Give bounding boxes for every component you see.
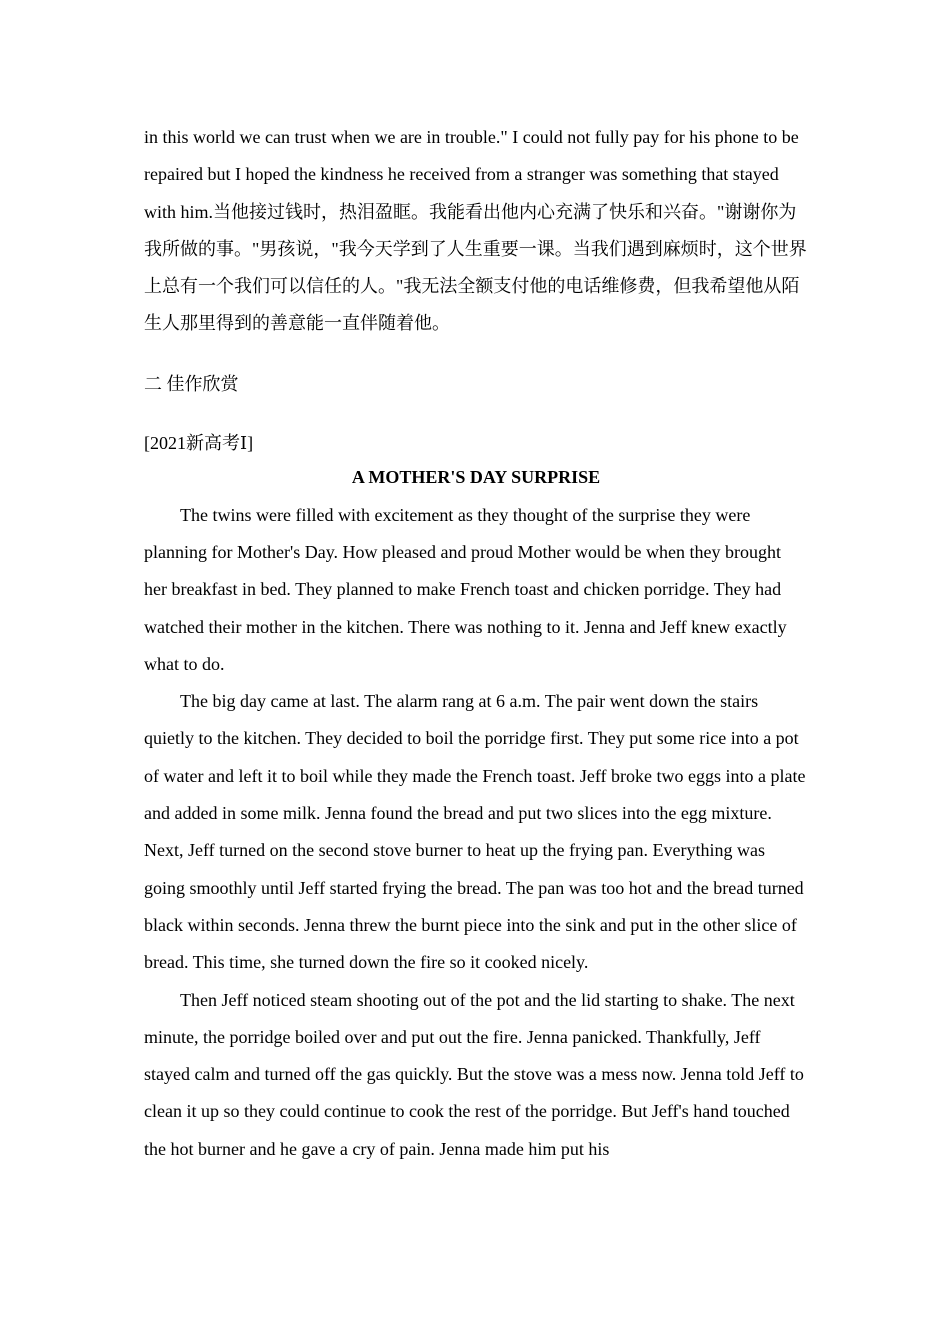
section-heading: 二 佳作欣赏 — [144, 373, 239, 394]
story-title: A MOTHER'S DAY SURPRISE — [351, 467, 601, 488]
story-paragraph-3: Then Jeff noticed steam shooting out of the pot and the lid starting to shake. The next minute, the porridge boiled over and put out the fire. Jenna panicked. Thankfully, Jeff stayed calm and turned off the gas quickly. But the stove was a mess now. Jenna told Jeff to clean it up so they could continue to cook the rest of the porridge. But Jeff's hand touched the hot burner and he gave a cry of pain. Jenna made him put his — [144, 989, 804, 1159]
source-tag: [2021新高考Ⅰ] — [144, 433, 254, 454]
story-paragraph-2: The big day came at last. The alarm rang at 6 a.m. The pair went down the stairs quietly to the kitchen. They decided to boil the porridge first. They put some rice into a pot of water and left it to boil while they made the French toast. Jeff broke two eggs into a plate and added in some milk. Jenna found the bread and put two slices into the egg mixture. Next, Jeff turned on the second stove burner to heat up the frying pan. Everything was going smoothly until Jeff started frying the bread. The pan was too hot and the bread turned black within seconds. Jenna threw the burnt piece into the sink and put in the other slice of bread. This time, she turned down the fire so it cooked nicely. — [144, 691, 806, 973]
intro-paragraph: in this world we can trust when we are in trouble." I could not fully pay for his phone to be repaired but I hoped the kindness he received from a stranger was something that stayed with him.当他接过钱时，热泪盈眶。我能看出他内心充满了快乐和兴奋。"谢谢你为我所做的事。"男孩说，"我今天学到了人生重要一课。当我们遇到麻烦时，这个世界上总有一个我们可以信任的人。"我无法全额支付他的电话维修费，但我希望他从陌生人那里得到的善意能一直伴随着他。 — [144, 127, 807, 334]
document-body — [144, 119, 808, 1168]
story-paragraph-1: The twins were filled with excitement as they thought of the surprise they were planning for Mother's Day. How pleased and proud Mother would be when they brought her breakfast in bed. They planned to make French toast and chicken porridge. They had watched their mother in the kitchen. There was nothing to it. Jenna and Jeff knew exactly what to do. — [144, 504, 787, 674]
